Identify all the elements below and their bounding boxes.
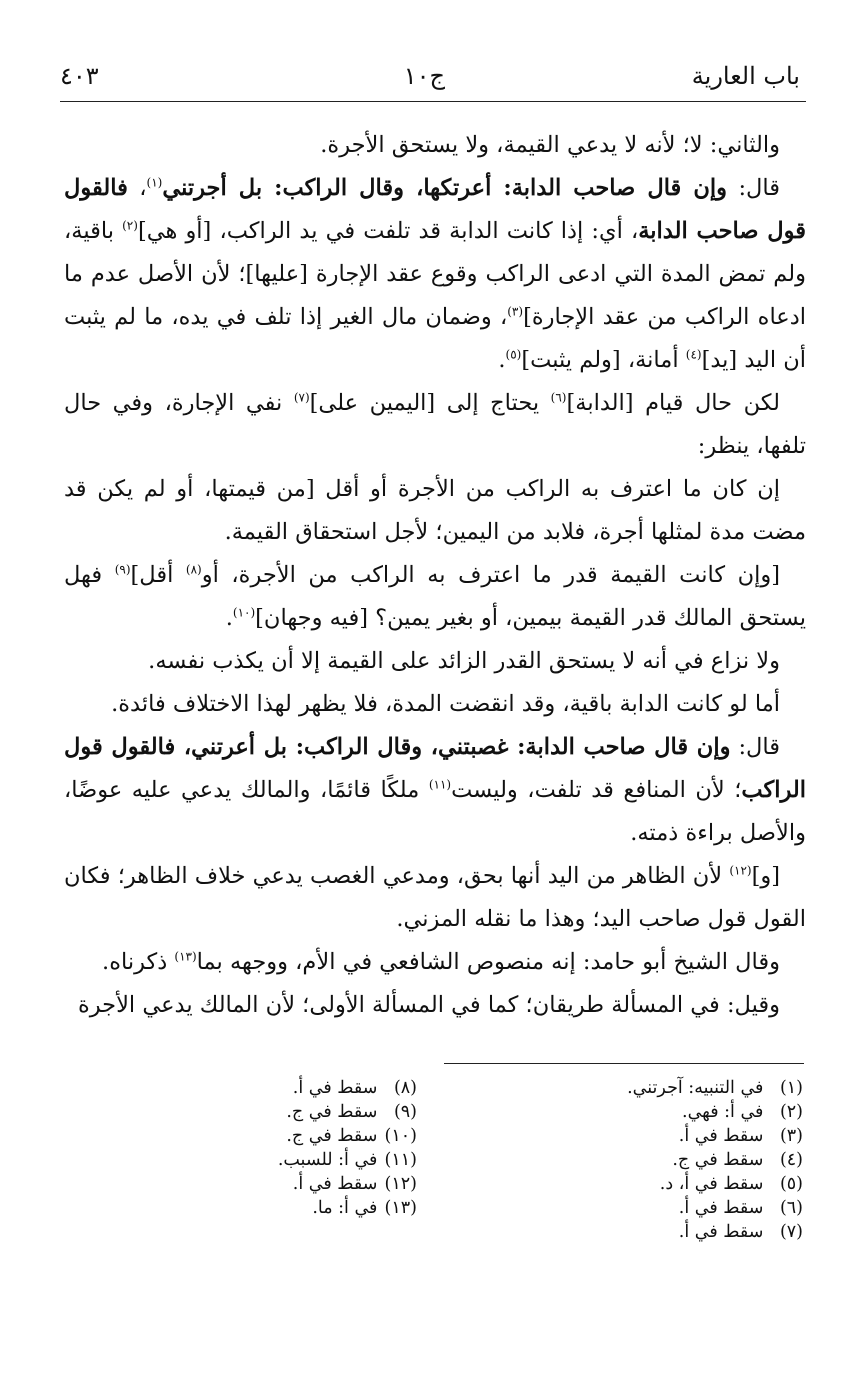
footnotes-left-column bbox=[117, 1076, 417, 1220]
paragraph bbox=[64, 941, 806, 984]
sharh-text: [وإن كانت القيمة قدر ما اعترف به الراكب من الأجرة، أو bbox=[201, 562, 780, 588]
footnote-separator bbox=[444, 1063, 804, 1064]
footnote-marker: (١٣) bbox=[174, 949, 197, 964]
footnote-text: سقط في ج. bbox=[672, 1150, 764, 1170]
paragraph bbox=[64, 382, 806, 468]
sharh-text: ملكًا قائمًا، والمالك يدعي عليه عوضًا، والأصل براءة ذمته. bbox=[64, 777, 806, 846]
footnote-marker: (٦) bbox=[550, 390, 567, 405]
footnote-marker: (٥) bbox=[505, 347, 522, 362]
paragraph bbox=[64, 640, 806, 683]
footnote bbox=[473, 1148, 803, 1172]
footnote-marker: (٣) bbox=[507, 304, 524, 319]
sharh-text: أقل] bbox=[130, 562, 186, 588]
paragraph bbox=[64, 683, 806, 726]
footnote bbox=[473, 1196, 803, 1220]
footnote-number: (١٣) bbox=[384, 1198, 417, 1218]
matn-text: وإن قال صاحب الدابة: غصبتني، وقال الراكب: بل أعرتني، فالقول قول الراكب bbox=[64, 734, 806, 803]
footnote-marker: (٢) bbox=[122, 218, 138, 233]
footnote-marker: (٩) bbox=[114, 562, 131, 577]
footnote-text: في أ: فهي. bbox=[682, 1102, 764, 1122]
footnote bbox=[117, 1100, 417, 1124]
sharh-text: ؛ لأن المنافع قد تلفت، وليست bbox=[451, 777, 742, 803]
sharh-text: قال: bbox=[727, 175, 780, 201]
footnote-number: (٨) bbox=[393, 1078, 417, 1098]
footnote bbox=[473, 1220, 803, 1244]
footnote-number: (١٢) bbox=[384, 1174, 417, 1194]
paragraph bbox=[64, 726, 806, 855]
footnote-marker: (١) bbox=[146, 175, 163, 190]
sharh-text: لأن الظاهر من اليد أنها بحق، ومدعي الغصب يدعي خلاف الظاهر؛ فكان القول قول صاحب اليد؛ وهذا ما نقله المزني. bbox=[64, 863, 806, 932]
paragraph bbox=[64, 468, 806, 554]
sharh-text: ولا نزاع في أنه لا يستحق القدر الزائد على القيمة إلا أن يكذب نفسه. bbox=[148, 648, 780, 674]
sharh-text: ، وضمان مال الغير إذا تلف في يده، ما لم يثبت أن اليد [يد] bbox=[64, 304, 806, 373]
running-header bbox=[60, 58, 800, 98]
sharh-text: ذكرناه. bbox=[102, 949, 175, 975]
footnote-number: (٩) bbox=[393, 1102, 417, 1122]
header-rule bbox=[60, 101, 806, 102]
footnotes-right-column bbox=[473, 1076, 803, 1244]
footnote-marker: (٧) bbox=[293, 390, 310, 405]
footnote bbox=[473, 1172, 803, 1196]
page-number: ٤٠٣ bbox=[60, 62, 99, 90]
footnote bbox=[117, 1076, 417, 1100]
sharh-text: إن كان ما اعترف به الراكب من الأجرة أو أقل [من قيمتها، أو لم يكن قد مضت مدة لمثلها أجرة، فلابد من اليمين؛ لأجل استحقاق القيمة. bbox=[64, 476, 806, 545]
footnote-text: سقط في أ. bbox=[678, 1198, 764, 1218]
sharh-text: أما لو كانت الدابة باقية، وقد انقضت المدة، فلا يظهر لهذا الاختلاف فائدة. bbox=[111, 691, 780, 717]
paragraph bbox=[64, 984, 806, 1027]
footnote bbox=[117, 1148, 417, 1172]
paragraph bbox=[64, 167, 806, 382]
footnote-number: (٢) bbox=[779, 1102, 803, 1122]
main-text bbox=[64, 124, 806, 1027]
sharh-text: أمانة، [ولم يثبت] bbox=[521, 347, 686, 373]
sharh-text: فهل يستحق المالك قدر القيمة بيمين، أو بغير يمين؟ [فيه وجهان] bbox=[64, 562, 806, 631]
footnote bbox=[117, 1172, 417, 1196]
footnote-number: (٦) bbox=[779, 1198, 803, 1218]
paragraph bbox=[64, 855, 806, 941]
footnote-marker: (٨) bbox=[185, 562, 202, 577]
sharh-text: . bbox=[498, 347, 506, 373]
sharh-text: يحتاج إلى [اليمين على] bbox=[309, 390, 551, 416]
matn-text: فالقول قول صاحب الدابة bbox=[64, 175, 806, 244]
sharh-text: ، أي: إذا كانت الدابة قد تلفت في يد الراكب، [أو هي] bbox=[137, 218, 639, 244]
footnote-text: سقط في ج. bbox=[286, 1126, 378, 1146]
footnote-text: سقط في أ، د. bbox=[659, 1174, 764, 1194]
footnote-marker: (٤) bbox=[685, 347, 702, 362]
footnote-text: سقط في أ. bbox=[292, 1078, 378, 1098]
footnote bbox=[117, 1196, 417, 1220]
footnote-text: سقط في أ. bbox=[678, 1126, 764, 1146]
sharh-text: ، bbox=[127, 175, 147, 201]
footnote bbox=[473, 1076, 803, 1100]
sharh-text: نفي الإجارة، وفي حال تلفها، ينظر: bbox=[64, 390, 806, 459]
footnote-number: (٣) bbox=[779, 1126, 803, 1146]
footnote-text: في التنبيه: آجرتني. bbox=[627, 1078, 764, 1098]
footnote-marker: (١١) bbox=[428, 777, 452, 792]
footnote-number: (٤) bbox=[779, 1150, 803, 1170]
paragraph bbox=[64, 124, 806, 167]
sharh-text: لكن حال قيام [الدابة] bbox=[566, 390, 781, 416]
sharh-text: قال: bbox=[730, 734, 780, 760]
footnote-text: في أ: ما. bbox=[312, 1198, 378, 1218]
sharh-text: باقية، ولم تمض المدة التي ادعى الراكب وقوع عقد الإجارة [عليها]؛ لأن الأصل عدم ما ادعاه الراكب من عقد الإجارة] bbox=[64, 218, 806, 330]
footnote-marker: (١٢) bbox=[729, 863, 752, 878]
footnote-number: (١١) bbox=[384, 1150, 417, 1170]
footnote-number: (٥) bbox=[779, 1174, 803, 1194]
sharh-text: وقيل: في المسألة طريقان؛ كما في المسألة الأولى؛ لأن المالك يدعي الأجرة bbox=[77, 992, 780, 1018]
footnote-marker: (١٠) bbox=[232, 605, 256, 620]
footnote-number: (١) bbox=[779, 1078, 803, 1098]
footnote-text: في أ: للسبب. bbox=[277, 1150, 378, 1170]
footnote-text: سقط في أ. bbox=[678, 1222, 764, 1242]
footnote bbox=[117, 1124, 417, 1148]
volume-number: ج١٠ bbox=[403, 62, 445, 90]
sharh-text: والثاني: لا؛ لأنه لا يدعي القيمة، ولا يستحق الأجرة. bbox=[320, 132, 780, 158]
footnote-text: سقط في ج. bbox=[286, 1102, 378, 1122]
footnote bbox=[473, 1100, 803, 1124]
sharh-text: . bbox=[225, 605, 233, 631]
footnote-number: (٧) bbox=[779, 1222, 803, 1242]
footnote-text: سقط في أ. bbox=[292, 1174, 378, 1194]
sharh-text: [و] bbox=[751, 863, 780, 889]
chapter-title: باب العارية bbox=[691, 62, 800, 90]
matn-text: وإن قال صاحب الدابة: أعرتكها، وقال الراكب: بل أجرتني bbox=[162, 175, 728, 201]
footnote-number: (١٠) bbox=[384, 1126, 417, 1146]
footnote bbox=[473, 1124, 803, 1148]
sharh-text: وقال الشيخ أبو حامد: إنه منصوص الشافعي في الأم، ووجهه بما bbox=[196, 949, 780, 975]
paragraph bbox=[64, 554, 806, 640]
